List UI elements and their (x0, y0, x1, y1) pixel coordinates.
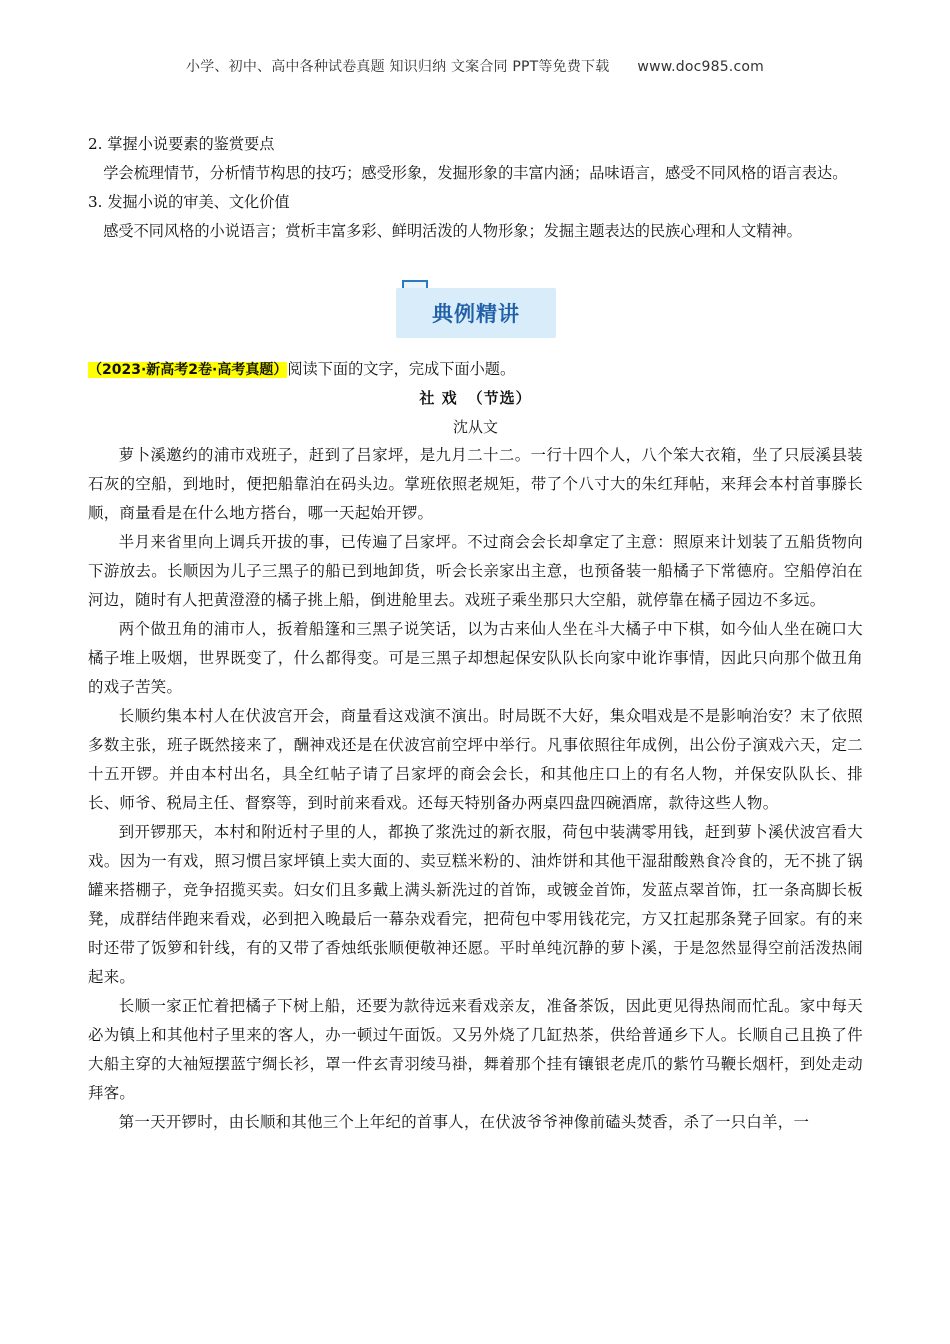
page-content (88, 130, 863, 1137)
article-paragraph: 长顺约集本村人在伏波宫开会，商量看这戏演不演出。时局既不大好，集众唱戏是不是影响治安？末了依照多数主张，班子既然接来了，酬神戏还是在伏波宫前空坪中举行。凡事依照往年成例，出公份子演戏六天，定二十五开锣。并由本村出名，具全红帖子请了吕家坪的商会会长，和其他庄口上的有名人物，并保安队队长、排长、师爷、税局主任、督察等，到时前来看戏。还每天特别备办两桌四盘四碗酒席，款待这些人物。 (88, 707, 863, 812)
header-text: 小学、初中、高中各种试卷真题 知识归纳 文案合同 PPT等免费下载 (186, 59, 610, 75)
article-author: 沈从文 (452, 418, 498, 436)
article-title (88, 383, 863, 413)
banner-label: 典例精讲 (396, 288, 556, 338)
header-url[interactable]: www.doc985.com (637, 59, 764, 75)
article-paragraph: 两个做丑角的浦市人，扳着船篷和三黑子说笑话，以为古来仙人坐在斗大橘子中下棋，如今仙人坐在碗口大橘子堆上吸烟，世界既变了，什么都得变。可是三黑子却想起保安队队长向家中讹诈事情，因此只向那个做丑角的戏子苦笑。 (88, 620, 863, 696)
goal-3-body: 感受不同风格的小说语言；赏析丰富多彩、鲜明活泼的人物形象；发掘主题表达的民族心理和人文精神。 (103, 222, 802, 240)
goal-2-title: 2. 掌握小说要素的鉴赏要点 (88, 135, 275, 153)
article-paragraph: 到开锣那天，本村和附近村子里的人，都换了浆洗过的新衣服，荷包中装满零用钱，赶到萝卜溪伏波宫看大戏。因为一有戏，照习惯吕家坪镇上卖大面的、卖豆糕米粉的、油炸饼和其他干湿甜酸熟食冷食的，无不挑了锅罐来搭棚子，竞争招揽买卖。妇女们且多戴上满头新洗过的首饰，或镀金首饰，发蓝点翠首饰，扛一条高脚长板凳，成群结伴跑来看戏，必到把入晚最后一幕杂戏看完，把荷包中零用钱花完，方又扛起那条凳子回家。有的来时还带了饭箩和针线，有的又带了香烛纸张顺便敬神还愿。平时单纯沉静的萝卜溪，于是忽然显得空前活泼热闹起来。 (88, 823, 863, 986)
goal-3-title: 3. 发掘小说的审美、文化价值 (88, 193, 290, 211)
article-paragraph: 萝卜溪邀约的浦市戏班子，赶到了吕家坪，是九月二十二。一行十四个人，八个笨大衣箱，坐了只辰溪县装石灰的空船，到地时，便把船靠泊在码头边。掌班依照老规矩，带了个八寸大的朱红拜帖，来拜会本村首事滕长顺，商量看是在什么地方搭台，哪一天起始开锣。 (88, 446, 863, 522)
question-source: （2023·新高考2卷·高考真题） (88, 362, 288, 378)
page-header (0, 56, 950, 76)
question-instruction: 阅读下面的文字，完成下面小题。 (287, 360, 516, 378)
article-body (88, 441, 863, 1137)
question-intro (88, 356, 863, 383)
article-subtitle: （节选） (467, 389, 532, 407)
goal-2-body: 学会梳理情节，分析情节构思的技巧；感受形象，发掘形象的丰富内涵；品味语言，感受不同风格的语言表达。 (103, 164, 848, 182)
article-paragraph: 第一天开锣时，由长顺和其他三个上年纪的首事人，在伏波爷爷神像前磕头焚香，杀了一只白羊，一 (118, 1113, 810, 1131)
article-paragraph: 长顺一家正忙着把橘子下树上船，还要为款待远来看戏亲友，准备茶饭，因此更见得热闹而忙乱。家中每天必为镇上和其他村子里来的客人，办一顿过午面饭。又另外烧了几缸热茶，供给普通乡下人。长顺自己且换了件大船主穿的大袖短摆蓝宁绸长衫，罩一件玄青羽绫马褂，舞着那个挂有镶银老虎爪的紫竹马鞭长烟杆，到处走动拜客。 (88, 997, 863, 1102)
article-paragraph: 半月来省里向上调兵开拔的事，已传遍了吕家坪。不过商会会长却拿定了主意：照原来计划装了五船货物向下游放去。长顺因为儿子三黑子的船已到地卸货，听会长亲家出主意，也预备装一船橘子下常德府。空船停泊在河边，随时有人把黄澄澄的橘子挑上船，倒进舱里去。戏班子乘坐那只大空船，就停靠在橘子园边不多远。 (88, 533, 863, 609)
article-title-main: 社 戏 (419, 389, 458, 407)
section-banner (88, 274, 863, 354)
